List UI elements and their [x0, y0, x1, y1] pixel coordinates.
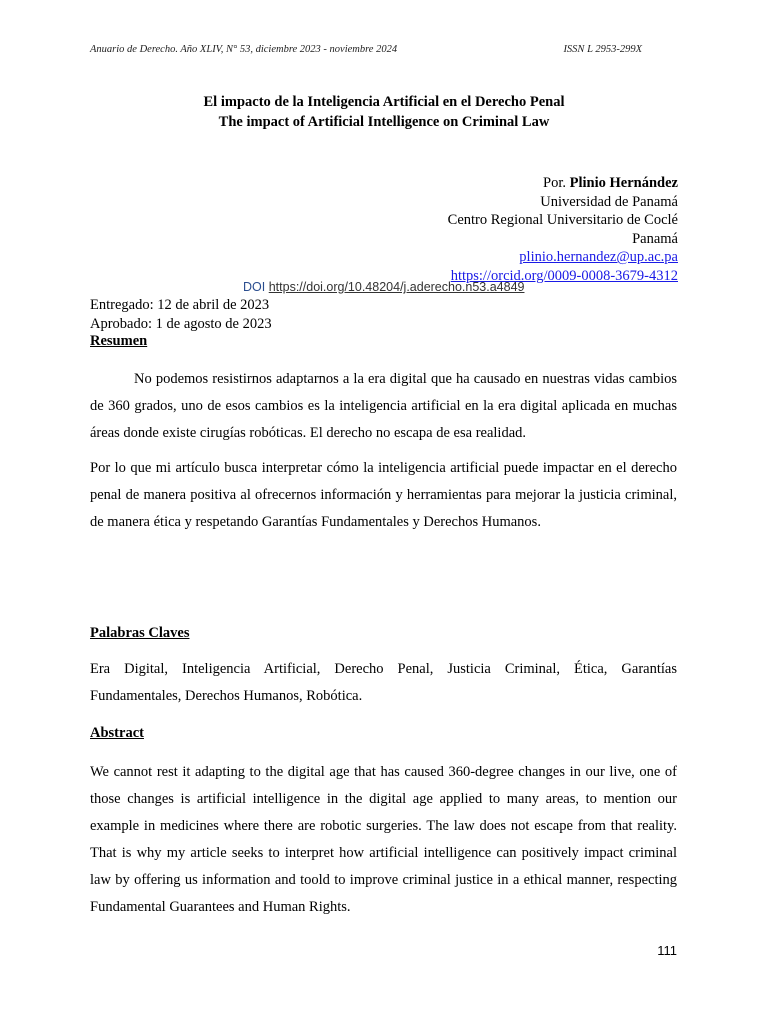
- issn: ISSN L 2953-299X: [563, 44, 642, 55]
- title-spanish: El impacto de la Inteligencia Artificial en el Derecho Penal: [203, 94, 565, 110]
- submission-dates: [90, 296, 272, 333]
- abstract-text: We cannot rest it adapting to the digital age that has caused 360-degree changes in our live, one of those changes is artificial intelligence in the digital age applied to many areas, to mention our example in medicines where there are robotic surgeries. The law does not escape from that reality. That is why my article seeks to interpret how artificial intelligence can positively impact criminal law by offering us information and toold to improve criminal justice in a ethical manner, respecting Fundamental Guarantees and Human Rights.: [90, 764, 677, 915]
- author-prefix: Por.: [543, 175, 567, 191]
- author-block: [448, 174, 678, 285]
- author-country: Panamá: [632, 230, 678, 247]
- approved-date: Aprobado: 1 de agosto de 2023: [90, 315, 272, 332]
- journal-citation: Anuario de Derecho. Año XLIV, N° 53, diciembre 2023 - noviembre 2024: [90, 44, 398, 55]
- keywords-heading: Palabras Claves: [90, 625, 190, 641]
- author-line: [448, 174, 678, 193]
- author-university: Universidad de Panamá: [540, 193, 678, 210]
- doi-link[interactable]: https://doi.org/10.48204/j.aderecho.n53.a4849: [268, 280, 525, 294]
- resumen-paragraph-2: Por lo que mi artículo busca interpretar cómo la inteligencia artificial puede impactar en el derecho penal de manera positiva al ofrecernos información y herramientas para mejorar la justicia criminal, de manera ética y respetando Garantías Fundamentales y Derechos Humanos.: [90, 460, 677, 530]
- author-name: Plinio Hernández: [569, 175, 678, 191]
- doi-label: DOI: [243, 280, 266, 294]
- article-title: [0, 92, 768, 132]
- author-email-link[interactable]: plinio.hernandez@up.ac.pa: [519, 249, 678, 265]
- resumen-heading: Resumen: [90, 333, 148, 349]
- author-orcid-link[interactable]: https://orcid.org/0009-0008-3679-4312: [450, 267, 678, 284]
- page-number: 111: [657, 943, 677, 958]
- title-english: The impact of Artificial Intelligence on Criminal Law: [218, 114, 550, 130]
- author-center: Centro Regional Universitario de Coclé: [447, 212, 678, 228]
- keywords-text: Era Digital, Inteligencia Artificial, Derecho Penal, Justicia Criminal, Ética, Garantías Fundamentales, Derechos Humanos, Robótica.: [90, 661, 677, 704]
- received-date: Entregado: 12 de abril de 2023: [90, 297, 270, 313]
- abstract-heading: Abstract: [90, 725, 144, 741]
- doi-line: [243, 280, 524, 294]
- resumen-paragraph-1: No podemos resistirnos adaptarnos a la era digital que ha causado en nuestras vidas cambios de 360 grados, uno de esos cambios es la inteligencia artificial en la era digital aplicada en muchas áreas donde existe cirugías robóticas. El derecho no escapa de esa realidad.: [90, 371, 677, 441]
